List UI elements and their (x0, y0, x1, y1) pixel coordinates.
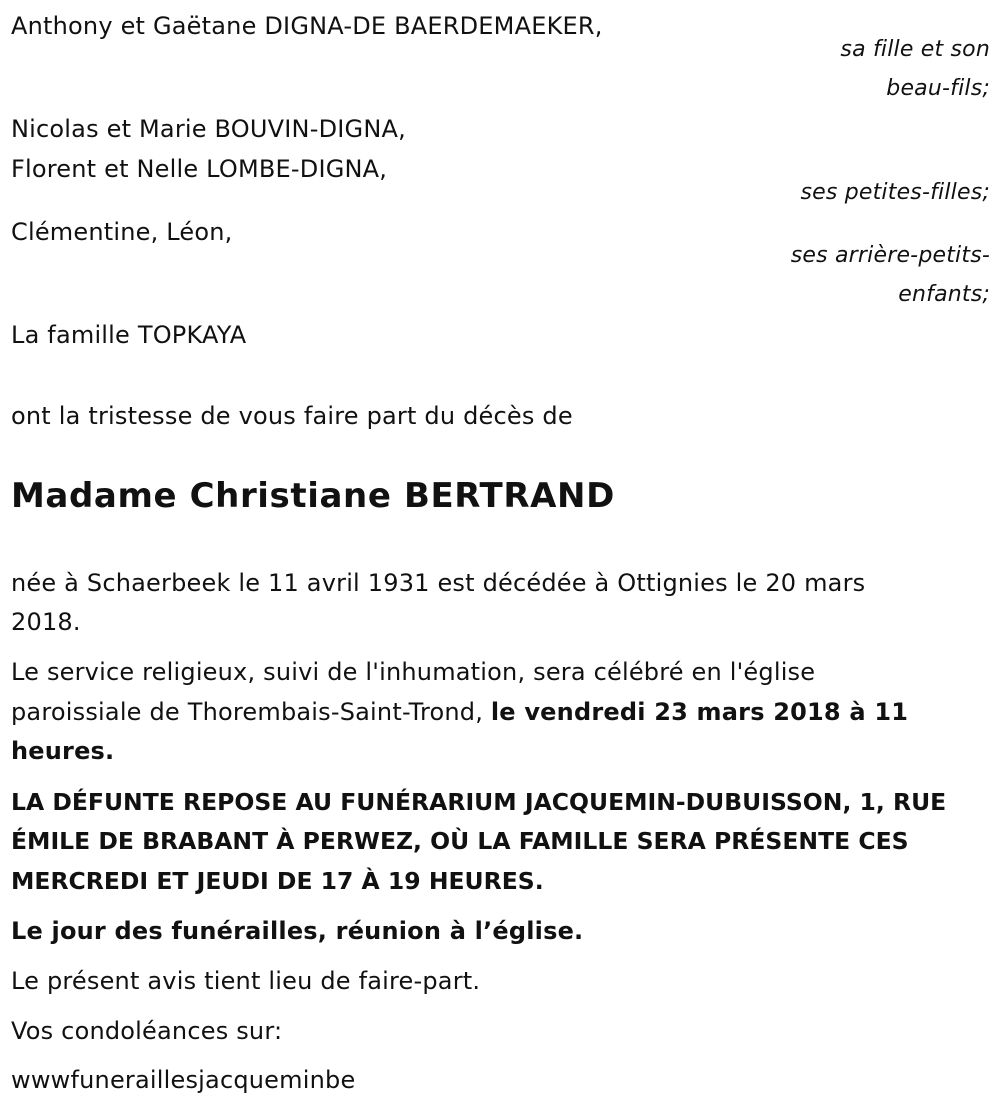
relation-great-grandchildren-line1: ses arrière-petits- (790, 243, 990, 268)
visitation-line3: MERCREDI ET JEUDI DE 17 À 19 HEURES. (11, 867, 544, 895)
birth-death-line1: née à Schaerbeek le 11 avril 1931 est décédée à Ottignies le 20 mars (11, 569, 866, 597)
condolences-website-link[interactable]: wwwfuneraillesjacqueminbe (11, 1066, 356, 1094)
birth-death-line2: 2018. (11, 608, 81, 636)
service-location: paroissiale de Thorembais-Saint-Trond, (11, 698, 491, 726)
condolences-label: Vos condoléances sur: (11, 1017, 283, 1045)
service-line1: Le service religieux, suivi de l'inhumation, sera célébré en l'église (11, 658, 816, 686)
service-date: le vendredi 23 mars 2018 à 11 (490, 698, 909, 726)
family-line-daughter: Anthony et Gaëtane DIGNA-DE BAERDEMAEKER, (11, 12, 603, 40)
service-time: heures. (11, 737, 115, 765)
family-line-granddaughter-2: Florent et Nelle LOMBE-DIGNA, (11, 155, 388, 183)
relation-granddaughters: ses petites-filles; (800, 180, 990, 205)
family-line-great-grandchildren: Clémentine, Léon, (11, 218, 233, 246)
visitation-line2: ÉMILE DE BRABANT À PERWEZ, OÙ LA FAMILLE SERA PRÉSENTE CES (11, 827, 909, 855)
relation-great-grandchildren-line2: enfants; (898, 282, 990, 307)
deceased-name-heading: Madame Christiane BERTRAND (11, 476, 615, 516)
service-line2 (11, 692, 908, 732)
family-line-granddaughter-1: Nicolas et Marie BOUVIN-DIGNA, (11, 115, 406, 143)
visitation-line1: LA DÉFUNTE REPOSE AU FUNÉRARIUM JACQUEMIN-DUBUISSON, 1, RUE (11, 788, 947, 816)
relation-daughter-line2: beau-fils; (886, 76, 990, 101)
notice-text: Le présent avis tient lieu de faire-part. (11, 967, 481, 995)
relation-daughter-line1: sa fille et son (840, 37, 990, 62)
announcement-text: ont la tristesse de vous faire part du décès de (11, 402, 573, 430)
family-line-topkaya: La famille TOPKAYA (11, 321, 247, 349)
funeral-meeting-note: Le jour des funérailles, réunion à l’église. (11, 917, 584, 945)
